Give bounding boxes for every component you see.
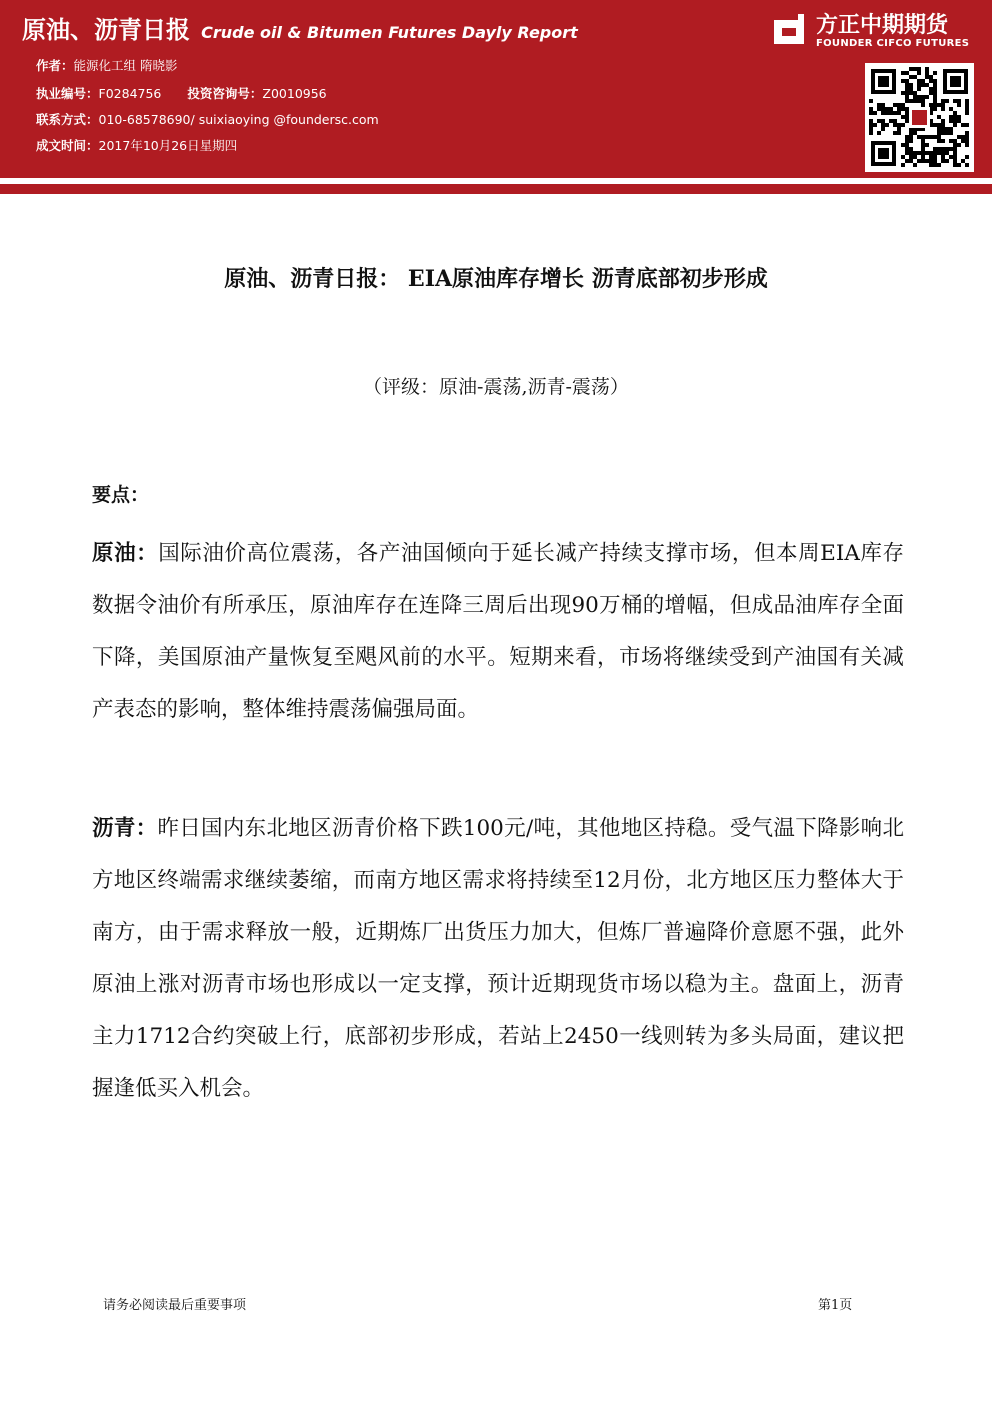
company-logo — [770, 8, 985, 58]
license-label: 执业编号： — [36, 86, 99, 101]
consult-label: 投资咨询号： — [187, 86, 263, 101]
header-title-cn: 原油、沥青日报 — [22, 16, 190, 44]
crude-oil-text: 国际油价高位震荡，各产油国倾向于延长减产持续支撑市场，但本周EIA库存数据令油价有所承压，原油库存在连降三周后出现90万桶的增幅，但成品油库存全面下降，美国原油产量恢复至飓风前的水平。短期来看，市场将继续受到产油国有关减产表态的影响，整体维持震荡偏强局面。 — [92, 541, 904, 722]
date-value: 2017年10月26日星期四 — [98, 138, 238, 153]
crude-oil-lead: 原油： — [92, 541, 159, 566]
crude-oil-paragraph — [92, 528, 904, 736]
date-line — [36, 136, 237, 154]
contact-label: 联系方式： — [36, 112, 99, 127]
bitumen-text: 昨日国内东北地区沥青价格下跌100元/吨，其他地区持稳。受气温下降影响北方地区终端需求继续萎缩，而南方地区需求将持续至12月份，北方地区压力整体大于南方，由于需求释放一般，近期炼厂出货压力加大，但炼厂普遍降价意愿不强，此外原油上涨对沥青市场也形成以一定支撑，预计近期现货市场以稳为主。盘面上，沥青主力1712合约突破上行，底部初步形成，若站上2450一线则转为多头局面，建议把握逢低买入机会。 — [92, 816, 904, 1101]
report-title: 原油、沥青日报： EIA原油库存增长 沥青底部初步形成 — [224, 266, 768, 292]
contact-value: 010-68578690/ suixiaoying @foundersc.com — [98, 112, 379, 127]
license-value: F0284756 — [98, 86, 162, 101]
consult-value: Z0010956 — [262, 86, 327, 101]
logo-name-en: FOUNDER CIFCO FUTURES — [816, 38, 970, 49]
author-label: 作者： — [36, 58, 74, 73]
contact-line — [36, 110, 379, 128]
bitumen-lead: 沥青： — [92, 816, 158, 841]
header-title — [22, 10, 578, 45]
report-header — [0, 0, 992, 178]
author-value: 能源化工组 隋晓影 — [73, 58, 178, 73]
header-divider — [0, 184, 992, 194]
footer-notice: 请务必阅读最后重要事项 — [103, 1298, 247, 1313]
footer-page-number: 第1页 — [818, 1298, 853, 1313]
logo-name-cn: 方正中期期货 — [816, 13, 949, 38]
founder-logo-icon — [770, 10, 808, 48]
qr-code-icon — [865, 63, 974, 172]
keypoints-heading: 要点： — [92, 484, 150, 506]
report-rating: （评级：原油-震荡,沥青-震荡） — [363, 376, 629, 398]
date-label: 成文时间： — [36, 138, 99, 153]
header-title-en: Crude oil & Bitumen Futures Dayly Report — [201, 23, 578, 42]
license-line — [36, 84, 327, 102]
bitumen-paragraph — [92, 803, 904, 1115]
author-line — [36, 56, 178, 74]
qr-code — [865, 63, 974, 172]
